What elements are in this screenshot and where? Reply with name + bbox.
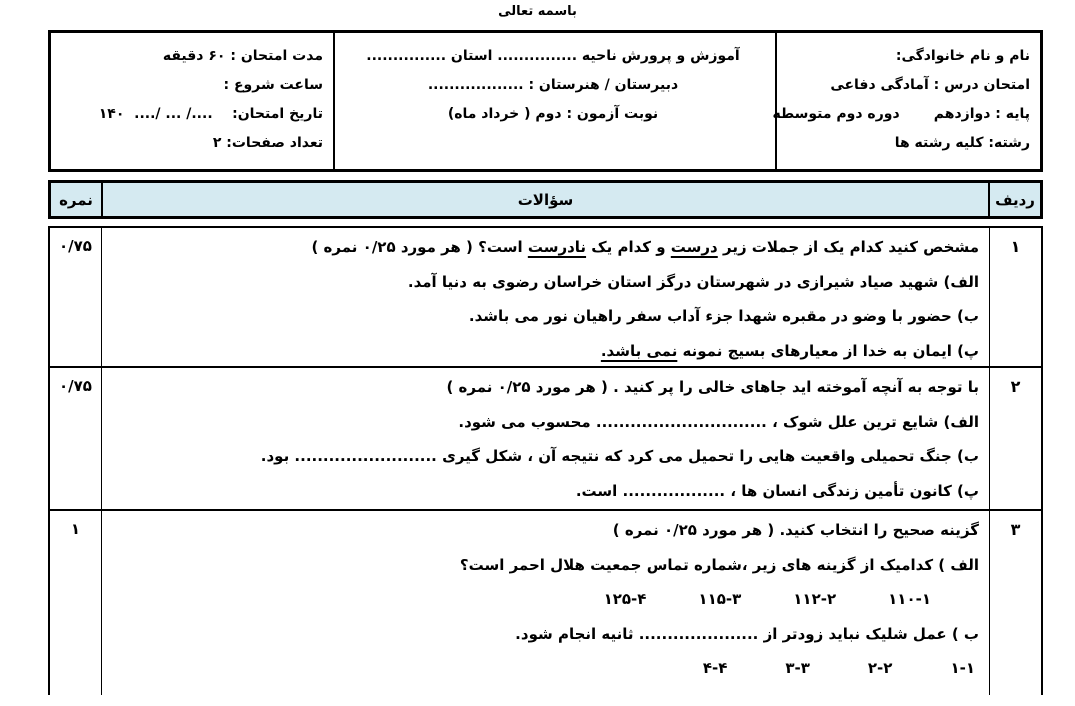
question-number: ۳	[989, 511, 1041, 695]
question-text-line: مشخص کنید کدام یک از جملات زیر درست و کدام یک نادرست است؟ ( هر مورد ۰/۲۵ نمره )	[311, 238, 979, 256]
question-text-line: با توجه به آنچه آموخته اید جاهای خالی را پر کنید . ( هر مورد ۰/۲۵ نمره )	[446, 378, 979, 396]
answer-option: ۱۱۲-۲	[793, 590, 837, 608]
exam-subject-label: امتحان درس : آمادگی دفاعی	[830, 77, 1030, 93]
question-text-line: الف) شهید صیاد شیرازی در شهرستان درگز استان خراسان رضوی به دنیا آمد.	[407, 272, 979, 291]
question-row	[50, 368, 1041, 511]
page-count-label: تعداد صفحات: ۲	[212, 135, 323, 151]
info-student-section	[772, 33, 1040, 169]
question-text-line: پ) ایمان به خدا از معیارهای بسیج نمونه نمی باشد.	[600, 341, 979, 360]
info-exam-meta-section	[51, 33, 333, 169]
question-content	[102, 511, 989, 695]
question-number: ۲	[989, 368, 1041, 509]
question-text-line: الف ) کدامیک از گزینه های زیر ،شماره تماس جمعیت هلال احمر است؟	[459, 555, 979, 574]
answer-option: ۱۱۰-۱	[888, 590, 931, 608]
column-header-row-number: ردیف	[988, 183, 1040, 216]
question-row	[50, 511, 1041, 695]
answer-option: ۱-۱	[950, 659, 975, 677]
question-score: ۱	[50, 511, 102, 695]
bismillah-heading: باسمه تعالی	[498, 4, 577, 19]
column-header-questions: سؤالات	[517, 190, 574, 209]
questions-header-row	[48, 180, 1043, 219]
question-options-line	[108, 582, 979, 617]
question-row	[50, 228, 1041, 368]
info-school-section	[333, 33, 775, 169]
question-text-line: ب) جنگ تحمیلی واقعیت هایی را تحمیل می کرد که نتیجه آن ، شکل گیری ......................... بود.	[260, 447, 979, 465]
questions-table	[48, 226, 1043, 695]
question-content	[102, 368, 989, 509]
answer-option: ۲-۲	[867, 659, 893, 677]
exam-duration-label: مدت امتحان : ۶۰ دقیقه	[162, 48, 323, 64]
question-number: ۱	[989, 228, 1041, 366]
grade-label: پایه : دوازدهم دوره دوم متوسطه	[772, 106, 1030, 122]
student-name-label: نام و نام خانوادگی:	[895, 48, 1030, 64]
answer-option: ۳-۳	[785, 659, 810, 677]
exam-round-label: نوبت آزمون : دوم ( خرداد ماه)	[447, 106, 659, 122]
question-score: ۰/۷۵	[50, 368, 102, 509]
answer-option: ۴-۴	[702, 659, 728, 677]
answer-option: ۱۲۵-۴	[603, 590, 647, 608]
field-label: رشته: کلیه رشته ها	[894, 135, 1030, 151]
column-header-score: نمره	[51, 183, 103, 216]
question-score: ۰/۷۵	[50, 228, 102, 366]
question-options-line	[108, 651, 979, 686]
answer-option: ۱۱۵-۳	[698, 590, 742, 608]
question-text-line: ب) حضور با وضو در مقبره شهدا جزء آداب سفر راهیان نور می باشد.	[468, 307, 979, 325]
education-district-label: آموزش و پرورش ناحیه ............... استان ...............	[366, 48, 740, 64]
question-text-line: گزینه صحیح را انتخاب کنید. ( هر مورد ۰/۲۵ نمره )	[612, 521, 979, 539]
question-text-line: الف) شایع ترین علل شوک ، .............................. محسوب می شود.	[458, 412, 979, 431]
question-content	[102, 228, 989, 366]
question-text-line: پ) کانون تأمین زندگی انسان ها ، .................. است.	[575, 481, 979, 500]
exam-info-table	[48, 30, 1043, 172]
school-name-label: دبیرستان / هنرستان : ..................	[427, 77, 679, 93]
exam-date-label: تاریخ امتحان: ..../ ... /.... ۱۴۰	[98, 106, 323, 122]
start-time-label: ساعت شروع :	[223, 77, 323, 93]
question-text-line: ب ) عمل شلیک نباید زودتر از ..................... ثانیه انجام شود.	[515, 624, 979, 643]
